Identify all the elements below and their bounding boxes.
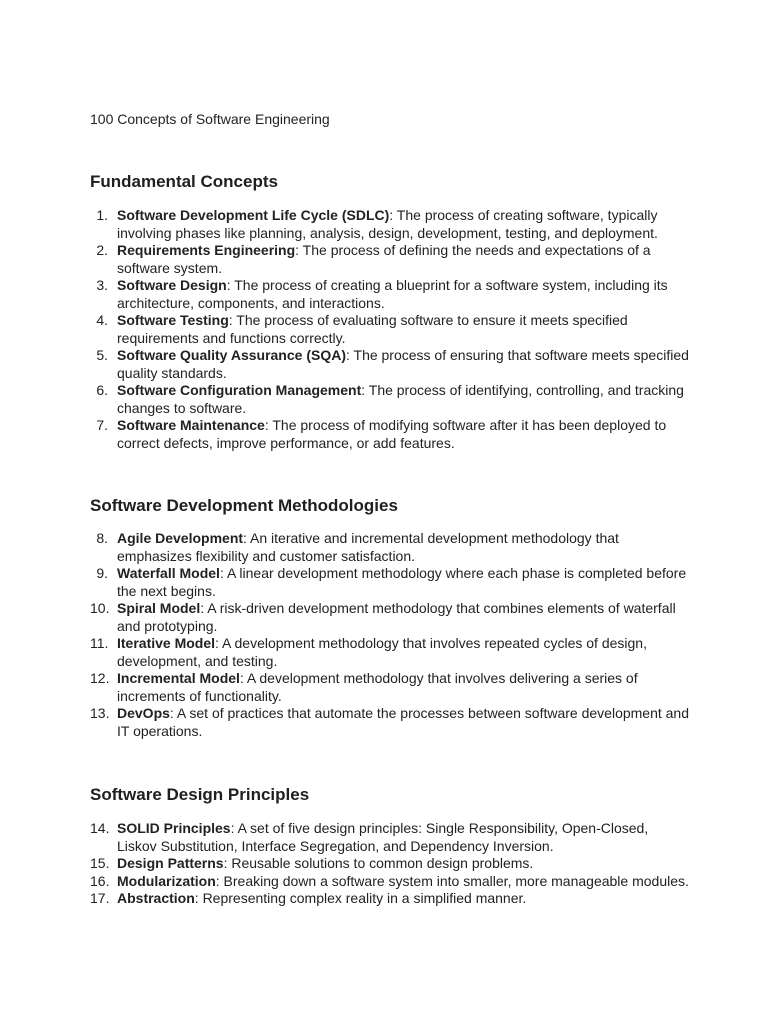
list-item [90, 820, 690, 855]
section-heading-development-methodologies: Software Development Methodologies [90, 496, 398, 515]
item-term: Requirements Engineering [117, 242, 296, 258]
item-number: 8. [96, 530, 108, 546]
item-term: DevOps [117, 705, 170, 721]
item-term: Software Quality Assurance (SQA) [117, 347, 346, 363]
item-number: 17. [90, 890, 110, 906]
list-item [90, 565, 690, 600]
item-number: 14. [90, 820, 110, 836]
item-number: 12. [90, 670, 110, 686]
item-number: 16. [90, 872, 110, 889]
item-description: : The process of identifying, controlling, and tracking changes to software. [117, 382, 684, 416]
item-description: : A risk-driven development methodology that combines elements of waterfall and prototyping. [117, 600, 676, 634]
item-number: 9. [96, 565, 108, 581]
item-term: Incremental Model [117, 670, 240, 686]
item-term: SOLID Principles [117, 820, 231, 836]
item-number: 2. [96, 242, 108, 258]
list-item [90, 277, 690, 312]
list-item [90, 890, 690, 908]
item-description: : The process of creating software, typically involving phases like planning, analysis, design, development, testing, and deployment. [117, 207, 658, 241]
item-description: : The process of ensuring that software meets specified quality standards. [117, 347, 689, 381]
item-description: : A set of five design principles: Single Responsibility, Open-Closed, Liskov Substitution, Interface Segregation, and Dependency Inversion. [117, 820, 649, 854]
item-description: : A set of practices that automate the processes between software development and IT operations. [117, 705, 690, 739]
item-number: 5. [96, 347, 108, 363]
list-item [90, 855, 690, 873]
list-item [90, 207, 690, 242]
item-description: : The process of modifying software after it has been deployed to correct defects, improve performance, or add features. [117, 417, 667, 451]
section-heading-design-principles: Software Design Principles [90, 785, 310, 804]
item-term: Waterfall Model [117, 565, 220, 581]
item-term: Spiral Model [117, 600, 201, 616]
item-description: : The process of defining the needs and expectations of a software system. [117, 242, 651, 276]
item-term: Abstraction [117, 890, 195, 906]
list-item [90, 417, 690, 452]
item-description: : A linear development methodology where each phase is completed before the next begins. [117, 565, 687, 599]
item-term: Design Patterns [117, 855, 224, 871]
item-term: Software Configuration Management [117, 382, 362, 398]
item-description: : Reusable solutions to common design problems. [223, 855, 534, 871]
item-number: 13. [90, 705, 110, 721]
item-number: 11. [90, 635, 109, 651]
document-title: 100 Concepts of Software Engineering [90, 111, 330, 127]
item-description: : An iterative and incremental development methodology that emphasizes flexibility and customer satisfaction. [117, 530, 619, 564]
list-item [90, 347, 690, 382]
item-number: 1. [96, 207, 108, 223]
item-term: Modularization [117, 872, 216, 889]
item-term: Software Testing [117, 312, 229, 328]
item-term: Software Development Life Cycle (SDLC) [117, 207, 390, 223]
list-item [90, 530, 690, 565]
concept-list-methodologies [90, 530, 690, 740]
item-description: : The process of evaluating software to ensure it meets specified requirements and functions correctly. [117, 312, 628, 346]
list-item [90, 705, 690, 740]
item-term: Software Design [117, 277, 227, 293]
item-number: 15. [90, 855, 110, 871]
item-description: : A development methodology that involves delivering a series of increments of functionality. [117, 670, 638, 704]
list-item [90, 873, 690, 891]
list-item [90, 312, 690, 347]
item-term: Agile Development [117, 530, 244, 546]
list-item [90, 635, 690, 670]
concept-list-design-principles [90, 820, 690, 908]
item-term: Software Maintenance [117, 417, 265, 433]
item-description: : Breaking down a software system into smaller, more manageable modules. [215, 872, 689, 889]
section-heading-fundamental-concepts: Fundamental Concepts [90, 172, 278, 191]
list-item [90, 670, 690, 705]
item-description: : A development methodology that involves repeated cycles of design, development, and testing. [117, 635, 647, 669]
item-description: : The process of creating a blueprint for a software system, including its architecture, components, and interactions. [117, 277, 668, 311]
item-term: Iterative Model [117, 635, 216, 651]
item-number: 7. [96, 417, 108, 433]
list-item [90, 600, 690, 635]
list-item [90, 242, 690, 277]
item-number: 3. [96, 277, 108, 293]
list-item [90, 382, 690, 417]
item-number: 10. [90, 600, 110, 616]
concept-list-fundamental [90, 207, 690, 452]
item-number: 4. [96, 312, 108, 328]
item-description: : Representing complex reality in a simplified manner. [194, 890, 527, 906]
item-number: 6. [96, 382, 108, 398]
